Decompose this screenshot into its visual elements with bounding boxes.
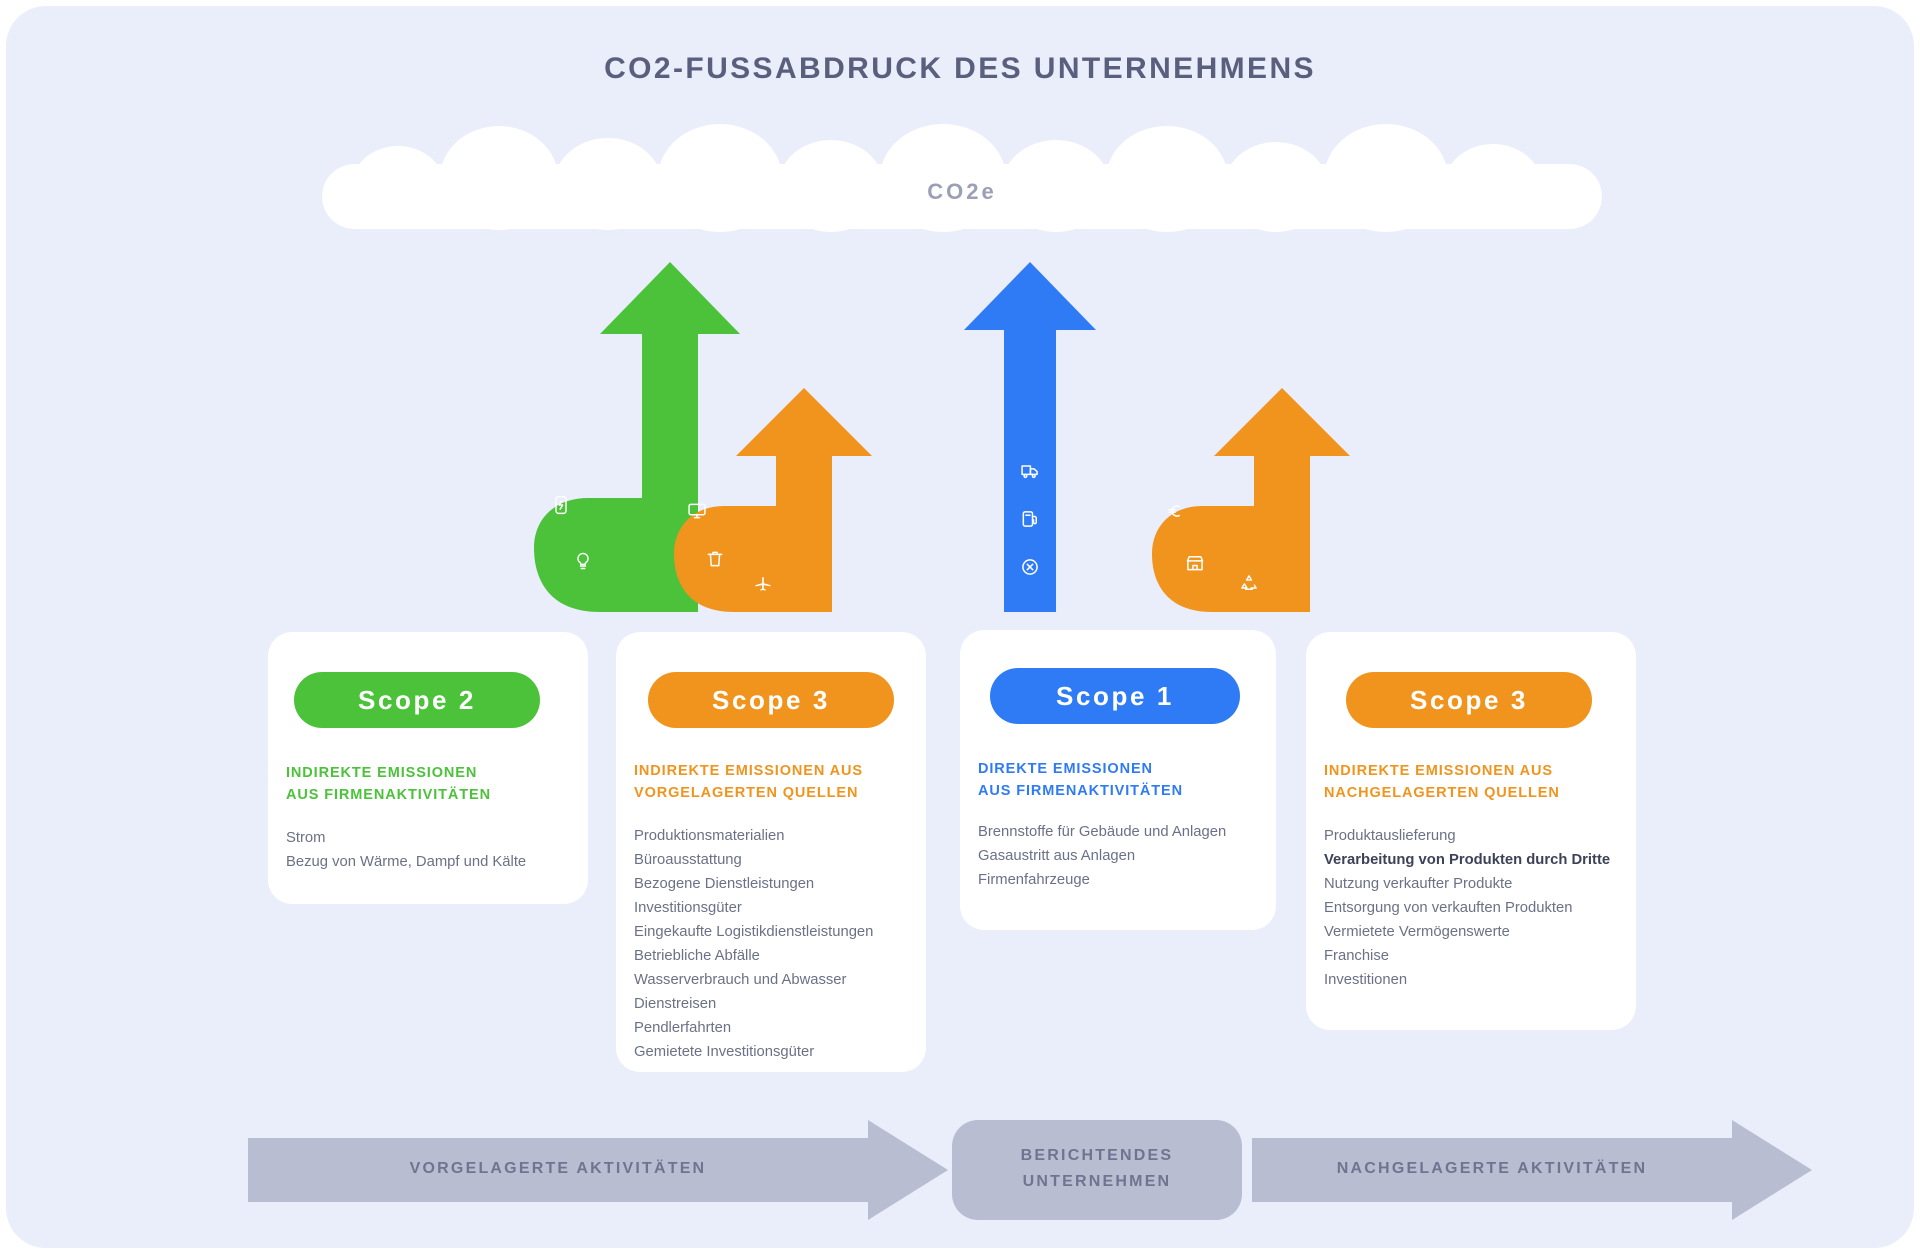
list-item: Betriebliche Abfälle <box>634 948 760 964</box>
scope3-downstream-pill: Scope 3 <box>1346 672 1592 728</box>
list-item: Gemietete Investitionsgüter <box>634 1044 815 1060</box>
list-item: Wasserverbrauch und Abwasser <box>634 972 847 988</box>
card-scope1-subtitle-line2: AUS FIRMENAKTIVITÄTEN <box>978 783 1183 799</box>
list-item: Brennstoffe für Gebäude und Anlagen <box>978 824 1227 840</box>
card-scope2-subtitle <box>286 762 576 806</box>
cloud-label: CO2e <box>927 179 997 204</box>
card-scope3-downstream-subtitle-line1: INDIREKTE EMISSIONEN AUS <box>1324 763 1553 779</box>
card-scope1-subtitle-line1: DIREKTE EMISSIONEN <box>978 761 1153 777</box>
list-item: Produktauslieferung <box>1324 828 1456 844</box>
list-item: Bezug von Wärme, Dampf und Kälte <box>286 854 527 870</box>
list-item: Entsorgung von verkauften Produkten <box>1324 900 1573 916</box>
battery-icon <box>548 492 574 518</box>
euro-icon <box>1162 498 1188 524</box>
card-scope2-subtitle-line1: INDIREKTE EMISSIONEN <box>286 765 478 781</box>
card-scope3-downstream[interactable] <box>1306 632 1636 1030</box>
list-item: Investitionen <box>1324 972 1408 988</box>
list-item: Nutzung verkaufter Produkte <box>1324 876 1513 892</box>
card-scope2-items <box>286 826 582 874</box>
card-scope3-upstream-subtitle <box>634 760 920 804</box>
fuel-icon <box>1017 506 1043 532</box>
arrow-scope1 <box>960 262 1100 612</box>
list-item: Franchise <box>1324 948 1389 964</box>
card-scope2[interactable] <box>268 632 588 904</box>
trash-icon <box>702 546 728 572</box>
page-title: CO2-FUSSABDRUCK DES UNTERNEHMENS <box>604 52 1316 85</box>
card-scope1-items <box>978 820 1274 892</box>
scope3-upstream-pill: Scope 3 <box>648 672 894 728</box>
bar-upstream-label: VORGELAGERTE AKTIVITÄTEN <box>409 1160 707 1177</box>
card-scope3-downstream-items <box>1324 824 1634 992</box>
list-item: Verarbeitung von Produkten durch Dritte <box>1324 852 1611 868</box>
co2e-cloud <box>322 124 1602 229</box>
list-item: Vermietete Vermögenswerte <box>1324 924 1510 940</box>
bar-downstream-label: NACHGELAGERTE AKTIVITÄTEN <box>1336 1160 1648 1177</box>
list-item: Firmenfahrzeuge <box>978 872 1090 888</box>
card-scope1[interactable] <box>960 630 1276 930</box>
list-item: Eingekaufte Logistikdienstleistungen <box>634 924 874 940</box>
bar-reporting-label-line2: UNTERNEHMEN <box>1022 1173 1172 1190</box>
plane-icon <box>750 570 776 596</box>
list-item: Pendlerfahrten <box>634 1020 732 1036</box>
arrow-scope3-downstream <box>1150 388 1380 612</box>
card-scope1-subtitle <box>978 758 1268 802</box>
card-scope3-downstream-subtitle-line2: NACHGELAGERTEN QUELLEN <box>1324 785 1560 801</box>
card-scope3-upstream[interactable] <box>616 632 926 1072</box>
list-item: Strom <box>286 830 326 846</box>
bar-reporting-label <box>952 1143 1242 1195</box>
lightbulb-icon <box>570 548 596 574</box>
card-scope2-subtitle-line2: AUS FIRMENAKTIVITÄTEN <box>286 787 491 803</box>
list-item: Investitionsgüter <box>634 900 742 916</box>
store-icon <box>1182 550 1208 576</box>
list-item: Produktionsmaterialien <box>634 828 785 844</box>
card-scope3-downstream-subtitle <box>1324 760 1630 804</box>
truck-icon <box>1017 458 1043 484</box>
card-scope3-upstream-subtitle-line1: INDIREKTE EMISSIONEN AUS <box>634 763 863 779</box>
monitor-icon <box>684 498 710 524</box>
leak-icon <box>1017 554 1043 580</box>
bar-reporting-label-line1: BERICHTENDES <box>1020 1147 1174 1164</box>
list-item: Bezogene Dienstleistungen <box>634 876 815 892</box>
recycle-icon <box>1236 570 1262 596</box>
list-item: Dienstreisen <box>634 996 717 1012</box>
scope2-pill: Scope 2 <box>294 672 540 728</box>
list-item: Gasaustritt aus Anlagen <box>978 848 1136 864</box>
list-item: Büroausstattung <box>634 852 742 868</box>
card-scope3-upstream-items <box>634 824 924 1064</box>
card-scope3-upstream-subtitle-line2: VORGELAGERTEN QUELLEN <box>634 785 859 801</box>
scope1-pill: Scope 1 <box>990 668 1240 724</box>
arrow-scope3-upstream <box>672 388 902 612</box>
